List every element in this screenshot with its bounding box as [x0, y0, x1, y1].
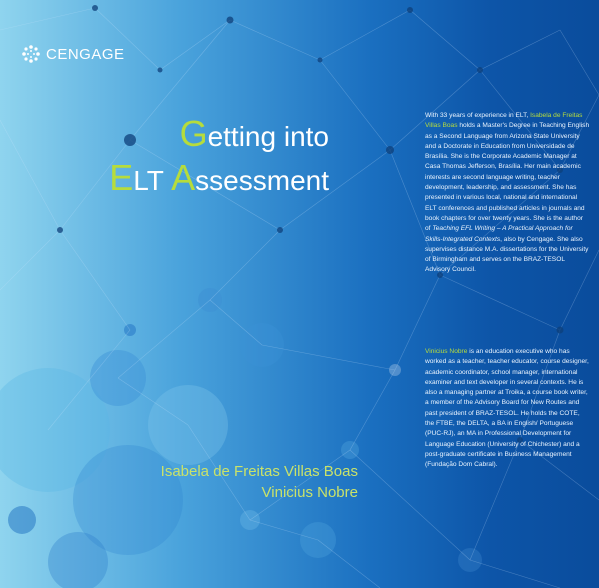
author-bio-villas-boas	[425, 111, 590, 276]
book-title-line-2	[109, 157, 329, 198]
book-title-line-1	[179, 113, 329, 154]
bio2-text: is an education executive who has worked as a teacher, teacher educator, course designer, academic coordinator, school manager, international examiner and text developer in several contexts. He is also a managing partner at Troika, a course book writer, a member of the Advisory Board for New Routes and past president of BRAZ-TESOL. He holds the COTE, the FTBE, the DELTA, a BA in English/ Portuguese (PUC-RJ), an MA in Professional Development for Language Education (University of Chichester) and a post-graduate certificate in Business Management (Fundação Dom Cabral).	[425, 348, 589, 469]
bio1-text-b: , also by Cengage. She also supervises distance M.A. dissertations for the University of Birmingham and serves on the BRAZ-TESOL Advisory Council.	[425, 235, 589, 274]
author-name-1: Isabela de Freitas Villas Boas	[160, 463, 358, 480]
title-word-lt: LT	[133, 165, 172, 196]
publisher-logo	[21, 44, 125, 64]
title-initial-g: G	[179, 113, 208, 154]
title-initial-e: E	[109, 157, 134, 198]
author-name-2: Vinicius Nobre	[261, 484, 358, 501]
author-bio-nobre	[425, 347, 590, 471]
title-word-etting-into: etting into	[207, 121, 329, 152]
bio1-text-a: holds a Master's Degree in Teaching English as a Second Language from Arizona State University and a Doctorate in Education from Universidade de Brasília. She is the Corporate Academic Manager at Casa Thomas Jefferson, Brasília. Her main academic interests are second language writing, teacher development, leadership, and assessment. She has presented in various local, national and international ELT conferences and published articles in journals and book chapters for over twenty years. She is the author of	[425, 122, 590, 233]
title-word-ssessment: ssessment	[195, 165, 329, 196]
cengage-burst-icon	[21, 44, 41, 64]
title-initial-a: A	[171, 157, 196, 198]
bio1-lead: With 33 years of experience in ELT,	[425, 112, 531, 119]
bio1-author-name: Isabela de Freitas Villas Boas	[425, 112, 583, 130]
bio2-author-name: Vinicius Nobre	[425, 348, 468, 355]
decorative-circles	[0, 288, 482, 588]
logo-text: CENGAGE	[46, 45, 125, 63]
bio1-book-title: Teaching EFL Writing – A Practical Approach for Skills-Integrated Contexts	[425, 225, 573, 243]
